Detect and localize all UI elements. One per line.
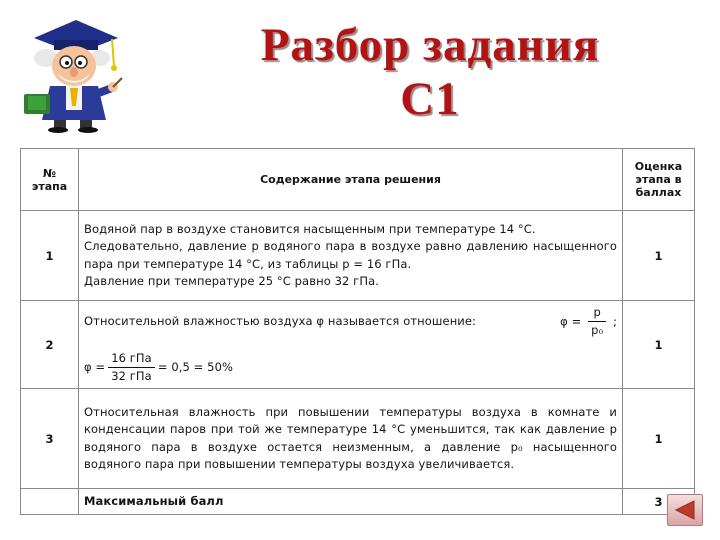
formula-tail: ;: [613, 314, 617, 328]
stage-score: 1: [623, 211, 695, 301]
definition-formula: [560, 304, 617, 340]
max-score-label: Максимальный балл: [79, 489, 623, 515]
header-score: Оценка этапа в баллах: [623, 149, 695, 211]
table-header-row: [21, 149, 695, 211]
table-footer-row: [21, 489, 695, 515]
stage-content: Относительная влажность при повышении температуры воздуха в комнате и конденсации паров при той же температуре 14 °С уменьшится, так как давление p водяного пара в воздухе остается неизменным, а давление p₀ насыщенного водяного пара при повышении температуры воздуха увеличивается.: [79, 389, 623, 489]
table-row: [21, 211, 695, 301]
back-arrow-icon: [674, 500, 696, 520]
calc-denominator: 32 гПа: [111, 369, 152, 383]
formula-lhs: φ =: [560, 314, 582, 328]
stage-number: 3: [21, 389, 79, 489]
stage-1-line-1: Водяной пар в воздухе становится насыщенным при температуре 14 °С.: [84, 221, 536, 236]
fraction-numerator: p: [588, 304, 606, 323]
calc-fraction: [108, 350, 155, 386]
calc-result: = 0,5 = 50%: [157, 359, 234, 374]
humidity-definition: [84, 304, 617, 340]
stage-content: [79, 211, 623, 301]
back-button[interactable]: [667, 494, 703, 526]
calc-numerator: 16 гПа: [108, 350, 155, 369]
header-content: Содержание этапа решения: [79, 149, 623, 211]
stage-content: [79, 301, 623, 389]
calc-lhs: φ =: [84, 359, 106, 374]
definition-text: Относительной влажностью воздуха φ называется отношение:: [84, 313, 477, 328]
table-row: [21, 301, 695, 389]
slide-title: [150, 18, 710, 126]
slide-title-line-1: Разбор задания: [260, 19, 600, 71]
formula-fraction: [588, 304, 606, 340]
humidity-calculation: [84, 350, 617, 386]
stage-score: 1: [623, 389, 695, 489]
table-row: [21, 389, 695, 489]
stage-1-line-3: Давление при температуре 25 °С равно 32 гПа.: [84, 274, 379, 288]
footer-empty-cell: [21, 489, 79, 515]
header-stage-number: № этапа: [21, 149, 79, 211]
stage-number: 2: [21, 301, 79, 389]
fraction-denominator: p₀: [591, 323, 604, 337]
professor-mascot-illustration: [14, 8, 124, 134]
max-score-value: 3: [623, 489, 695, 515]
stage-score: 1: [623, 301, 695, 389]
slide-title-line-2: С1: [400, 73, 460, 125]
solution-table: [20, 148, 695, 515]
stage-number: 1: [21, 211, 79, 301]
stage-1-line-2: Следовательно, давление p водяного пара в воздухе равно давлению насыщенного пара при температуре 14 °С, из таблицы p = 16 гПа.: [84, 239, 617, 271]
